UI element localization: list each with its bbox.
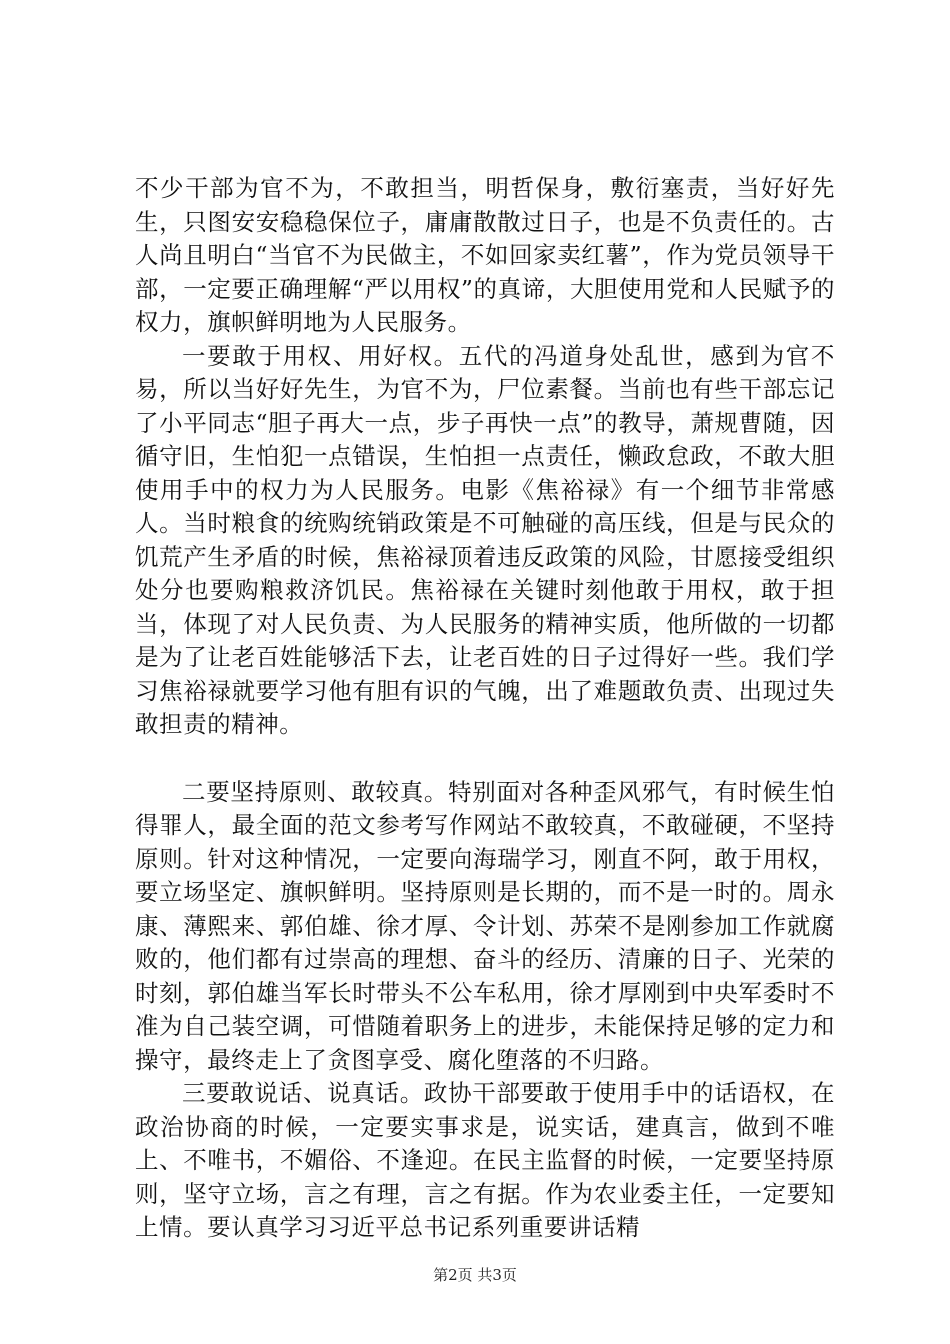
paragraph-gap [135,742,835,776]
body-text [135,172,835,1245]
page-number-footer: 第2页 共3页 [433,1266,517,1284]
paragraph-point-three: 三要敢说话、说真话。政协干部要敢于使用手中的话语权，在政治协商的时候，一定要实事求是，说实话，建真言，做到不唯上、不唯书，不媚俗、不逢迎。在民主监督的时候，一定要坚持原则，坚守立场，言之有理，言之有据。作为农业委主任，一定要知上情。要认真学习习近平总书记系列重要讲话精 [135,1079,835,1241]
paragraph-continued: 不少干部为官不为，不敢担当，明哲保身，敷衍塞责，当好好先生，只图安安稳稳保位子，庸庸散散过日子，也是不负责任的。古人尚且明白“当官不为民做主，不如回家卖红薯”，作为党员领导干部，一定要正确理解“严以用权”的真谛，大胆使用党和人民赋予的权力，旗帜鲜明地为人民服务。 [135,174,835,336]
paragraph-point-two: 二要坚持原则、敢较真。特别面对各种歪风邪气，有时候生怕得罪人，最全面的范文参考写作网站不敢较真，不敢碰硬，不坚持原则。针对这种情况，一定要向海瑞学习，刚直不阿，敢于用权，要立场坚定、旗帜鲜明。坚持原则是长期的，而不是一时的。周永康、薄熙来、郭伯雄、徐才厚、令计划、苏荣不是刚参加工作就腐败的，他们都有过崇高的理想、奋斗的经历、清廉的日子、光荣的时刻，郭伯雄当军长时带头不公车私用，徐才厚刚到中央军委时不准为自己装空调，可惜随着职务上的进步，未能保持足够的定力和操守，最终走上了贪图享受、腐化堕落的不归路。 [135,777,835,1074]
paragraph-point-one: 一要敢于用权、用好权。五代的冯道身处乱世，感到为官不易，所以当好好先生，为官不为，尸位素餐。当前也有些干部忘记了小平同志“胆子再大一点，步子再快一点”的教导，萧规曹随，因循守旧，生怕犯一点错误，生怕担一点责任，懒政怠政，不敢大胆使用手中的权力为人民服务。电影《焦裕禄》有一个细节非常感人。当时粮食的统购统销政策是不可触碰的高压线，但是与民众的饥荒产生矛盾的时候，焦裕禄顶着违反政策的风险，甘愿接受组织处分也要购粮救济饥民。焦裕禄在关键时刻他敢于用权，敢于担当，体现了对人民负责、为人民服务的精神实质，他所做的一切都是为了让老百姓能够活下去，让老百姓的日子过得好一些。我们学习焦裕禄就要学习他有胆有识的气魄，出了难题敢负责、出现过失敢担责的精神。 [135,341,835,738]
